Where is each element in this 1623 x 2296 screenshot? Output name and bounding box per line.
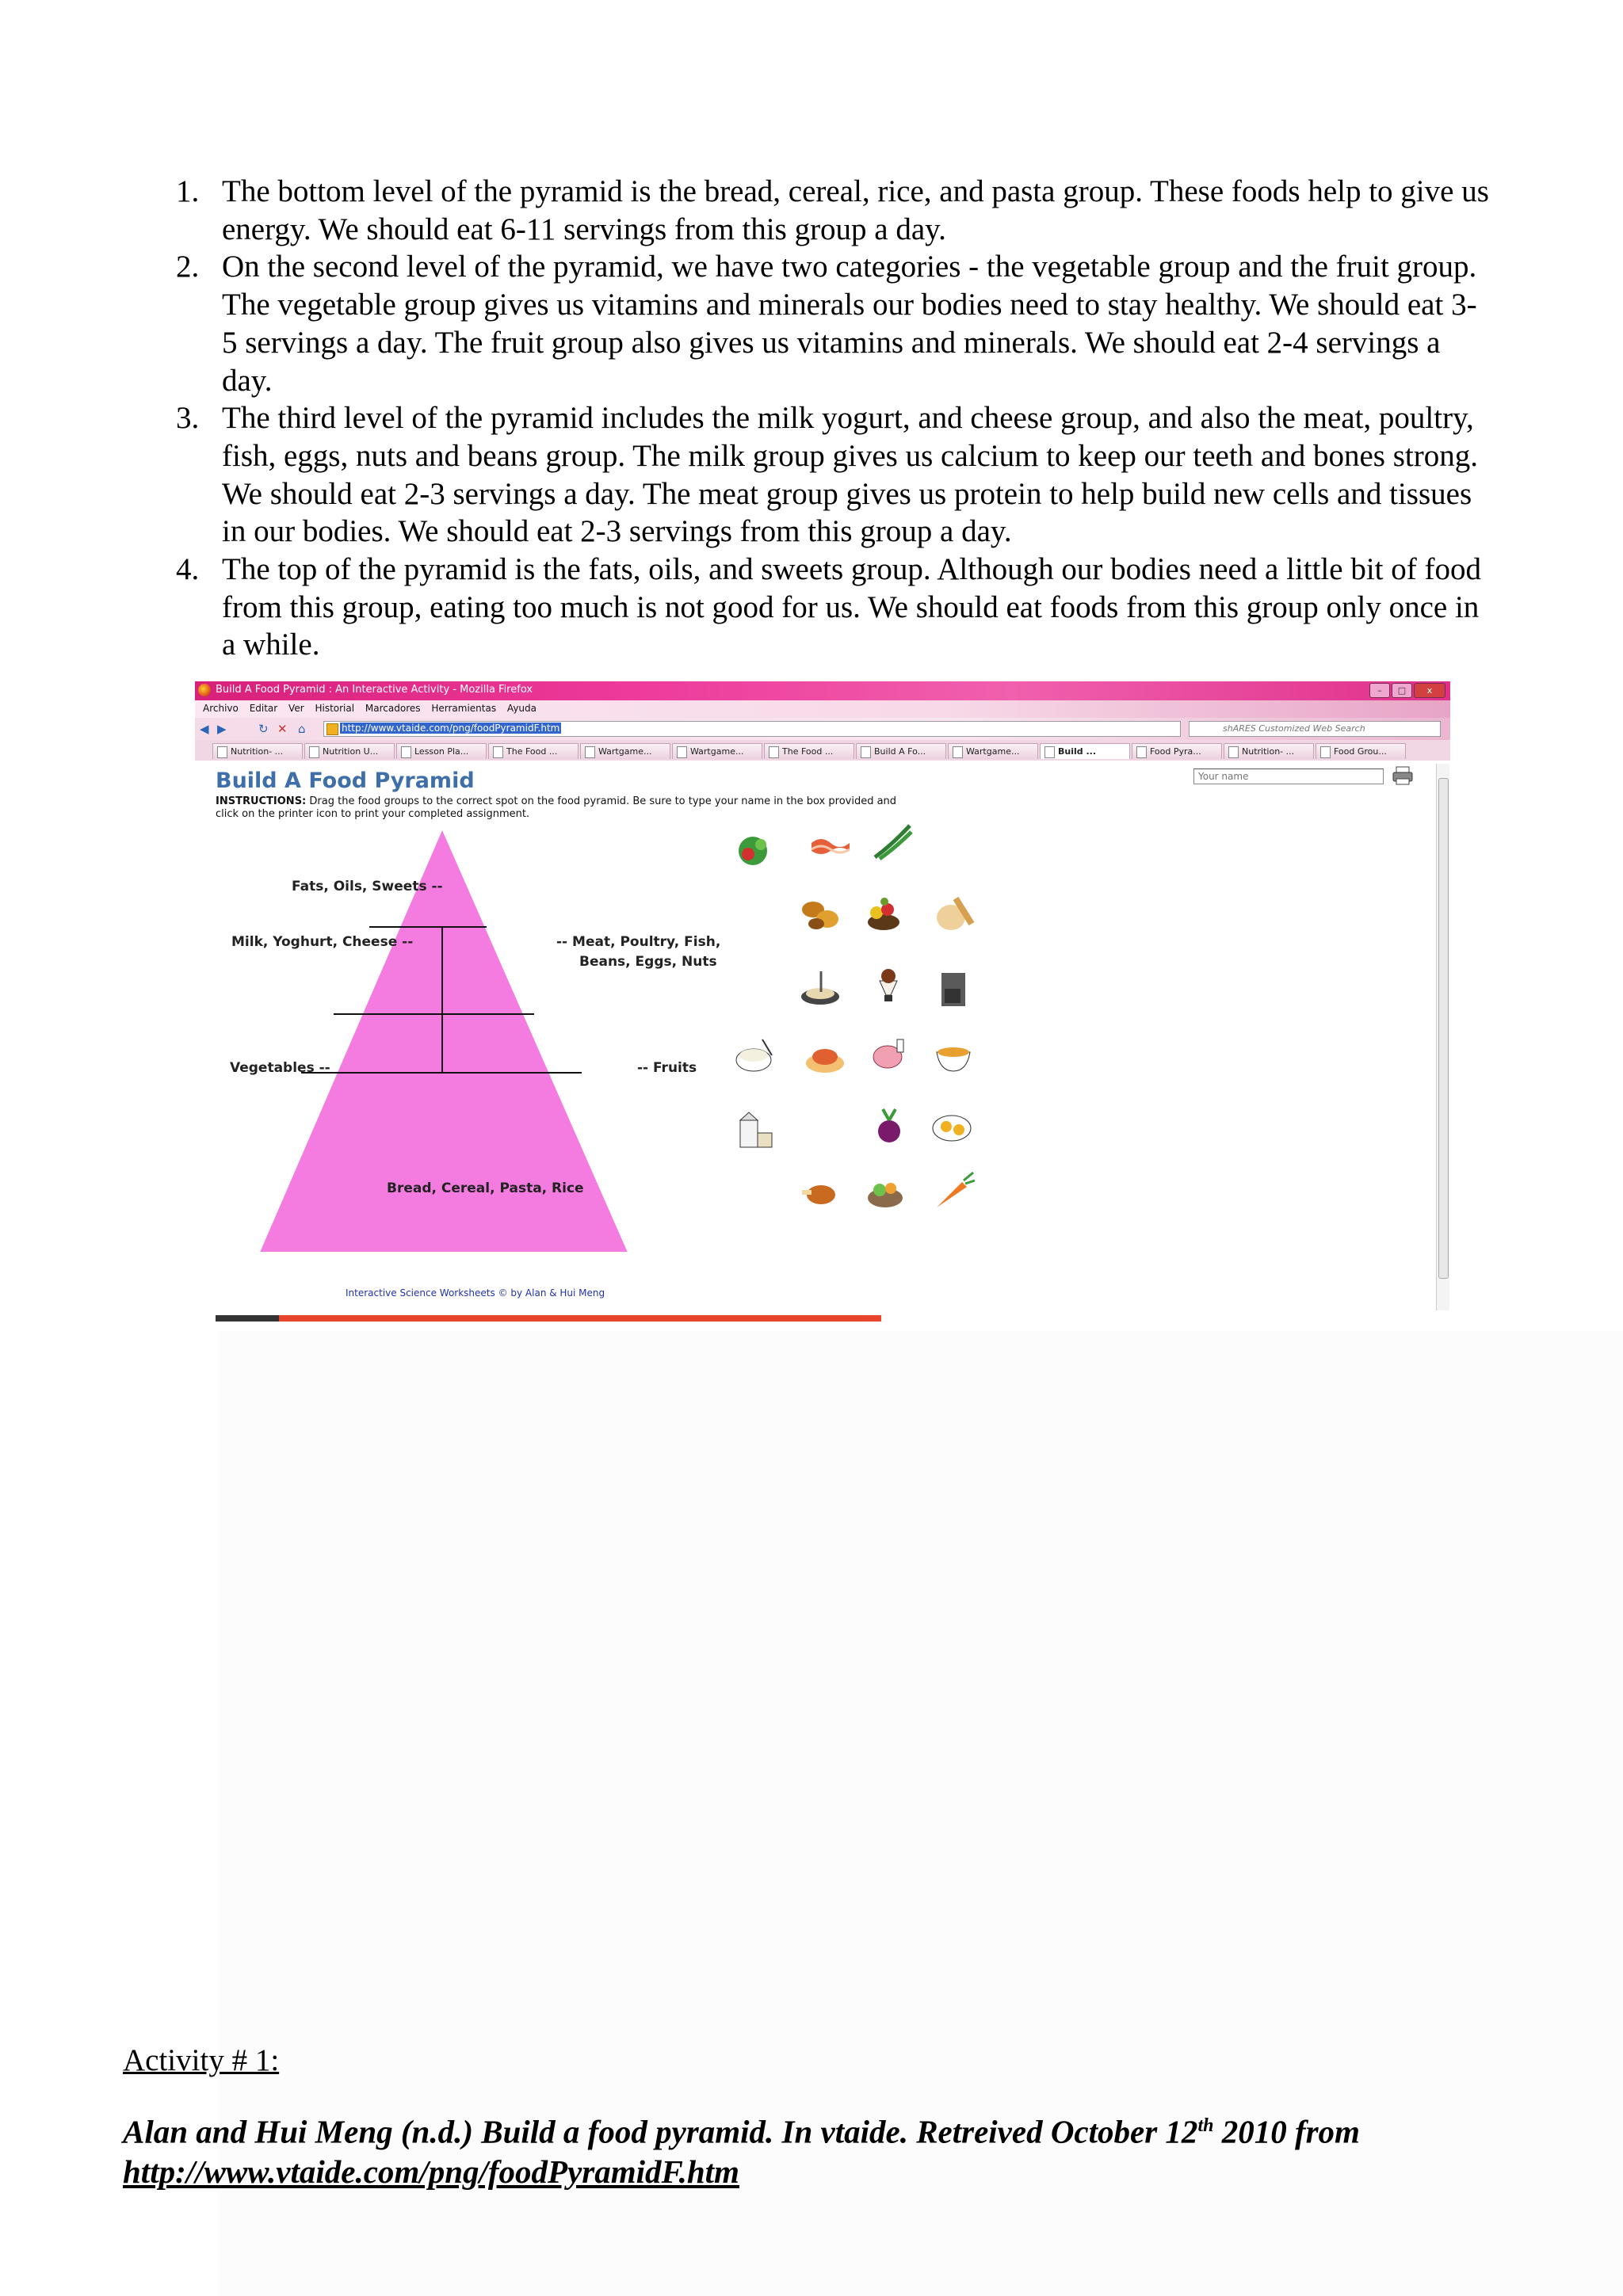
tab[interactable]: Build A Fo... [856, 743, 946, 759]
label-fats: Fats, Oils, Sweets -- [292, 879, 443, 894]
rice-bowl-icon[interactable] [731, 1036, 777, 1077]
numbered-list [176, 173, 1491, 664]
menu-ayuda[interactable]: Ayuda [506, 703, 537, 714]
name-input[interactable] [1193, 769, 1384, 784]
forward-icon[interactable]: ▶ [217, 722, 227, 736]
tab-bar [195, 740, 1450, 761]
page-footer-bar [216, 1315, 881, 1322]
firefox-logo-icon [198, 684, 211, 696]
maximize-button[interactable]: □ [1392, 683, 1412, 698]
milk-carton-icon[interactable] [731, 1109, 777, 1150]
coffee-maker-icon[interactable] [930, 968, 976, 1009]
instructions-text: Drag the food groups to the correct spot on the food pyramid. Be sure to type your name in the box provided and click on the printer icon to print your completed assignment. [216, 795, 897, 820]
window-titlebar [195, 681, 1450, 700]
activity-heading: Activity # 1: [123, 2043, 280, 2077]
scrollbar-thumb[interactable] [1438, 778, 1449, 1279]
credit-line: Interactive Science Worksheets © by Alan & Hui Meng [346, 1287, 605, 1299]
label-bread: Bread, Cereal, Pasta, Rice [387, 1180, 584, 1196]
label-meat-2: Beans, Eggs, Nuts [579, 954, 717, 970]
tab-active[interactable]: Build ... [1040, 743, 1130, 759]
fried-eggs-icon[interactable] [929, 1106, 975, 1147]
salad-icon[interactable] [731, 827, 777, 868]
roast-chicken-icon[interactable] [797, 1173, 843, 1214]
spaghetti-icon[interactable] [797, 968, 843, 1009]
tab[interactable]: Lesson Pla... [396, 743, 487, 759]
browser-screenshot [195, 681, 1450, 1322]
instructions [216, 795, 913, 821]
page-title: Build A Food Pyramid [216, 769, 475, 793]
menu-herramientas[interactable]: Herramientas [431, 703, 497, 714]
home-icon[interactable]: ⌂ [298, 722, 306, 736]
citation-text: Alan and Hui Meng (n.d.) Build a food pyramid. In vtaide. Retreived October 12 [123, 2113, 1198, 2150]
tab[interactable]: Food Grou... [1316, 743, 1406, 759]
stop-icon[interactable]: ✕ [277, 722, 288, 736]
tab[interactable]: Food Pyra... [1132, 743, 1222, 759]
tab[interactable]: Wartgame... [672, 743, 762, 759]
sundae-icon[interactable] [865, 963, 911, 1005]
menu-archivo[interactable]: Archivo [203, 703, 239, 714]
window-controls [1369, 683, 1445, 698]
url-bar[interactable] [323, 721, 1181, 737]
printer-icon[interactable] [1392, 765, 1414, 786]
menu-editar[interactable]: Editar [249, 703, 278, 714]
menu-historial[interactable]: Historial [315, 703, 355, 714]
list-item: 2. On the second level of the pyramid, we have two categories - the vegetable group and the fruit group. The vegetable group gives us vitamins and minerals our bodies need to stay healthy. We should eat 3-5 servings a day. The fruit group also gives us vitamins and minerals. We should eat 2-4 servings a day. [176, 250, 1477, 398]
site-favicon-icon [327, 723, 338, 735]
label-vegetables: Vegetables -- [230, 1060, 330, 1076]
citation-superscript: th [1197, 2115, 1214, 2136]
instructions-label: INSTRUCTIONS: [216, 795, 307, 807]
list-item-text: The third level of the pyramid includes the milk yogurt, and cheese group, and also the meat, poultry, fish, eggs, nuts and beans group. The milk group gives us calcium to keep our teeth and bones strong. We should eat 2-3 servings a day. The meat group gives us protein to help build new cells and tissues in our bodies. We should eat 2-3 servings from this group a day. [222, 401, 1478, 549]
tab[interactable]: Wartgame... [580, 743, 670, 759]
cake-icon[interactable] [802, 1036, 848, 1077]
citation [123, 2106, 1565, 2191]
list-item: 3. The third level of the pyramid includes the milk yogurt, and cheese group, and also the meat, poultry, fish, eggs, nuts and beans group. The milk group gives us calcium to keep our teeth and bones strong. We should eat 2-3 servings a day. The meat group gives us protein to help build new cells and tissues in our bodies. We should eat 2-3 servings from this group a day. [176, 401, 1478, 549]
reload-icon[interactable]: ↻ [258, 722, 269, 736]
label-meat: -- Meat, Poultry, Fish, [556, 934, 721, 950]
search-box[interactable] [1189, 721, 1441, 737]
close-button[interactable]: x [1414, 683, 1445, 698]
list-item: 1. The bottom level of the pyramid is the bread, cereal, rice, and pasta group. These foods help to give us energy. We should eat 6-11 servings from this group a day. [176, 174, 1489, 246]
scrollbar[interactable] [1436, 764, 1449, 1310]
green-beans-icon[interactable] [869, 821, 915, 862]
tab[interactable]: The Food ... [764, 743, 854, 759]
menu-ver[interactable]: Ver [288, 703, 304, 714]
list-item-text: The top of the pyramid is the fats, oils, and sweets group. Although our bodies need a little bit of food from this group, eating too much is not good for us. We should eat foods from this group only once in a while. [222, 552, 1481, 662]
carrot-icon[interactable] [930, 1169, 976, 1211]
vegetable-basket-icon[interactable] [862, 1171, 908, 1212]
minimize-button[interactable]: – [1369, 683, 1390, 698]
web-page-content [195, 761, 1450, 1322]
fruit-bowl-icon[interactable] [861, 892, 907, 933]
beet-icon[interactable] [867, 1106, 913, 1147]
window-title: Build A Food Pyramid : An Interactive Activity - Mozilla Firefox [216, 684, 533, 696]
citation-link[interactable]: http://www.vtaide.com/png/foodPyramidF.htm [123, 2153, 739, 2190]
list-item-text: On the second level of the pyramid, we have two categories - the vegetable group and the fruit group. The vegetable group gives us vitamins and minerals our bodies need to stay healthy. We should eat 3-5 servings a day. The fruit group also gives us vitamins and minerals. We should eat 2-4 servings a day. [222, 250, 1477, 398]
tab[interactable]: Nutrition- ... [1224, 743, 1314, 759]
back-icon[interactable]: ◀ [200, 722, 209, 736]
cereal-bowl-icon[interactable] [930, 1036, 976, 1077]
label-fruits: -- Fruits [637, 1060, 697, 1076]
menu-marcadores[interactable]: Marcadores [365, 703, 421, 714]
search-placeholder: shARES Customized Web Search [1223, 723, 1365, 734]
menu-bar [195, 700, 1450, 718]
navigation-toolbar [195, 718, 1450, 740]
peanuts-icon[interactable] [797, 892, 843, 933]
citation-after: 2010 from [1213, 2113, 1360, 2150]
list-item: 4. The top of the pyramid is the fats, oils, and sweets group. Although our bodies need a little bit of food from this group, eating too much is not good for us. We should eat foods from this group only once in a while. [176, 552, 1481, 662]
label-milk: Milk, Yoghurt, Cheese -- [231, 934, 414, 950]
tab[interactable]: Nutrition U... [304, 743, 395, 759]
url-text[interactable]: http://www.vtaide.com/png/foodPyramidF.htm [342, 723, 560, 734]
tab[interactable]: Nutrition- ... [212, 743, 303, 759]
tab[interactable]: Wartgame... [948, 743, 1038, 759]
ham-icon[interactable] [867, 1033, 913, 1074]
tab[interactable]: The Food ... [488, 743, 579, 759]
list-item-text: The bottom level of the pyramid is the bread, cereal, rice, and pasta group. These foods help to give us energy. We should eat 6-11 servings from this group a day. [222, 174, 1489, 246]
bacon-icon[interactable] [807, 827, 853, 868]
bread-icon[interactable] [930, 892, 976, 933]
